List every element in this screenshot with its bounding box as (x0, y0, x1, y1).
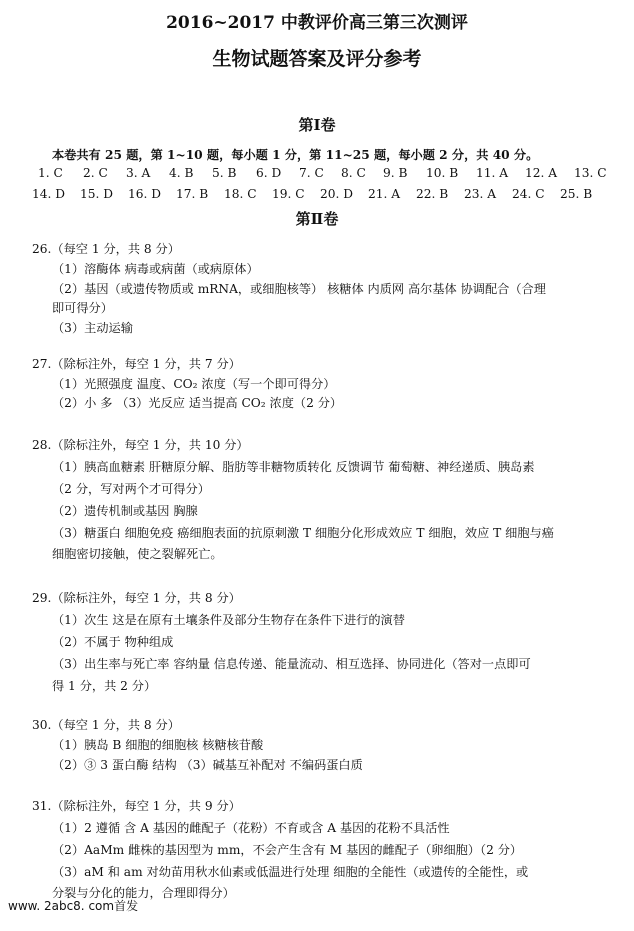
answer-item: 13. C (574, 166, 607, 180)
answer-item: 25. B (560, 187, 593, 201)
exam-title: 2016~2017 中教评价高三第三次测评 (166, 13, 468, 33)
question-31-line: （3）aM 和 am 对幼苗用秋水仙素或低温进行处理 细胞的全能性（或遗传的全能性，或 (52, 865, 529, 879)
answer-item: 9. B (383, 166, 408, 180)
question-26-line: 即可得分） (52, 301, 113, 315)
answer-item: 14. D (32, 187, 66, 201)
answer-item: 8. C (341, 166, 366, 180)
question-28-heading: 28.（除标注外，每空 1 分，共 10 分） (32, 438, 249, 452)
question-31-line: 分裂与分化的能力，合理即得分） (52, 886, 235, 900)
answer-item: 3. A (126, 166, 151, 180)
answer-item: 16. D (128, 187, 162, 201)
volume1-intro: 本卷共有 25 题，第 1~10 题，每小题 1 分，第 11~25 题，每小题 2 分，共 40 分。 (52, 148, 539, 162)
answer-item: 23. A (464, 187, 497, 201)
question-27-heading: 27.（除标注外，每空 1 分，共 7 分） (32, 357, 241, 371)
source-watermark: www. 2abc8. com首发 (8, 899, 139, 913)
question-27-line: （1）光照强度 温度、CO₂ 浓度（写一个即可得分） (52, 377, 336, 391)
question-28-line: （2）遗传机制或基因 胸腺 (52, 504, 198, 518)
question-26-line: （3）主动运输 (52, 321, 133, 335)
question-29-line: （2）不属于 物种组成 (52, 635, 174, 649)
answer-item: 15. D (80, 187, 114, 201)
answer-item: 24. C (512, 187, 545, 201)
document-title: 生物试题答案及评分参考 (212, 48, 422, 70)
answer-item: 17. B (176, 187, 209, 201)
question-31-line: （2）AaMm 雌株的基因型为 mm，不会产生含有 M 基因的雌配子（卵细胞）（2 分） (52, 843, 523, 857)
answer-item: 18. C (224, 187, 257, 201)
answer-item: 19. C (272, 187, 305, 201)
answer-item: 5. B (212, 166, 237, 180)
question-27-line: （2）小 多 （3）光反应 适当提高 CO₂ 浓度（2 分） (52, 396, 343, 410)
answer-item: 4. B (169, 166, 194, 180)
question-31-heading: 31.（除标注外，每空 1 分，共 9 分） (32, 799, 241, 813)
question-26-heading: 26.（每空 1 分，共 8 分） (32, 242, 180, 256)
answer-item: 20. D (320, 187, 354, 201)
question-26-line: （2）基因（或遗传物质或 mRNA，或细胞核等） 核糖体 内质网 高尔基体 协调配合（合理 (52, 282, 546, 296)
question-28-line: （3）糖蛋白 细胞免疫 癌细胞表面的抗原刺激 T 细胞分化形成效应 T 细胞，效应 T 细胞与癌 (52, 526, 554, 540)
volume2-heading: 第Ⅱ卷 (295, 210, 339, 228)
question-29-line: （1）次生 这是在原有土壤条件及部分生物存在条件下进行的演替 (52, 613, 405, 627)
volume1-heading: 第Ⅰ卷 (298, 116, 336, 134)
question-28-line: （1）胰高血糖素 肝糖原分解、脂肪等非糖物质转化 反馈调节 葡萄糖、神经递质、胰岛素 (52, 460, 535, 474)
answer-item: 7. C (299, 166, 324, 180)
question-30-heading: 30.（每空 1 分，共 8 分） (32, 718, 180, 732)
question-26-line: （1）溶酶体 病毒或病菌（或病原体） (52, 262, 259, 276)
question-29-line: （3）出生率与死亡率 容纳量 信息传递、能量流动、相互选择、协同进化（答对一点即可 (52, 657, 531, 671)
answer-item: 21. A (368, 187, 401, 201)
question-30-line: （2）③ 3 蛋白酶 结构 （3）碱基互补配对 不编码蛋白质 (52, 758, 363, 772)
answer-item: 10. B (426, 166, 459, 180)
question-30-line: （1）胰岛 B 细胞的细胞核 核糖核苷酸 (52, 738, 264, 752)
answer-item: 2. C (83, 166, 108, 180)
answer-item: 11. A (476, 166, 509, 180)
answer-item: 22. B (416, 187, 449, 201)
answer-item: 1. C (38, 166, 63, 180)
answer-item: 6. D (256, 166, 282, 180)
question-28-line: （2 分，写对两个才可得分） (52, 482, 210, 496)
question-29-heading: 29.（除标注外，每空 1 分，共 8 分） (32, 591, 241, 605)
question-29-line: 得 1 分，共 2 分） (52, 679, 157, 693)
question-31-line: （1）2 遵循 含 A 基因的雌配子（花粉）不育或含 A 基因的花粉不具活性 (52, 821, 450, 835)
question-28-line: 细胞密切接触，使之裂解死亡。 (52, 547, 223, 561)
answer-item: 12. A (525, 166, 558, 180)
